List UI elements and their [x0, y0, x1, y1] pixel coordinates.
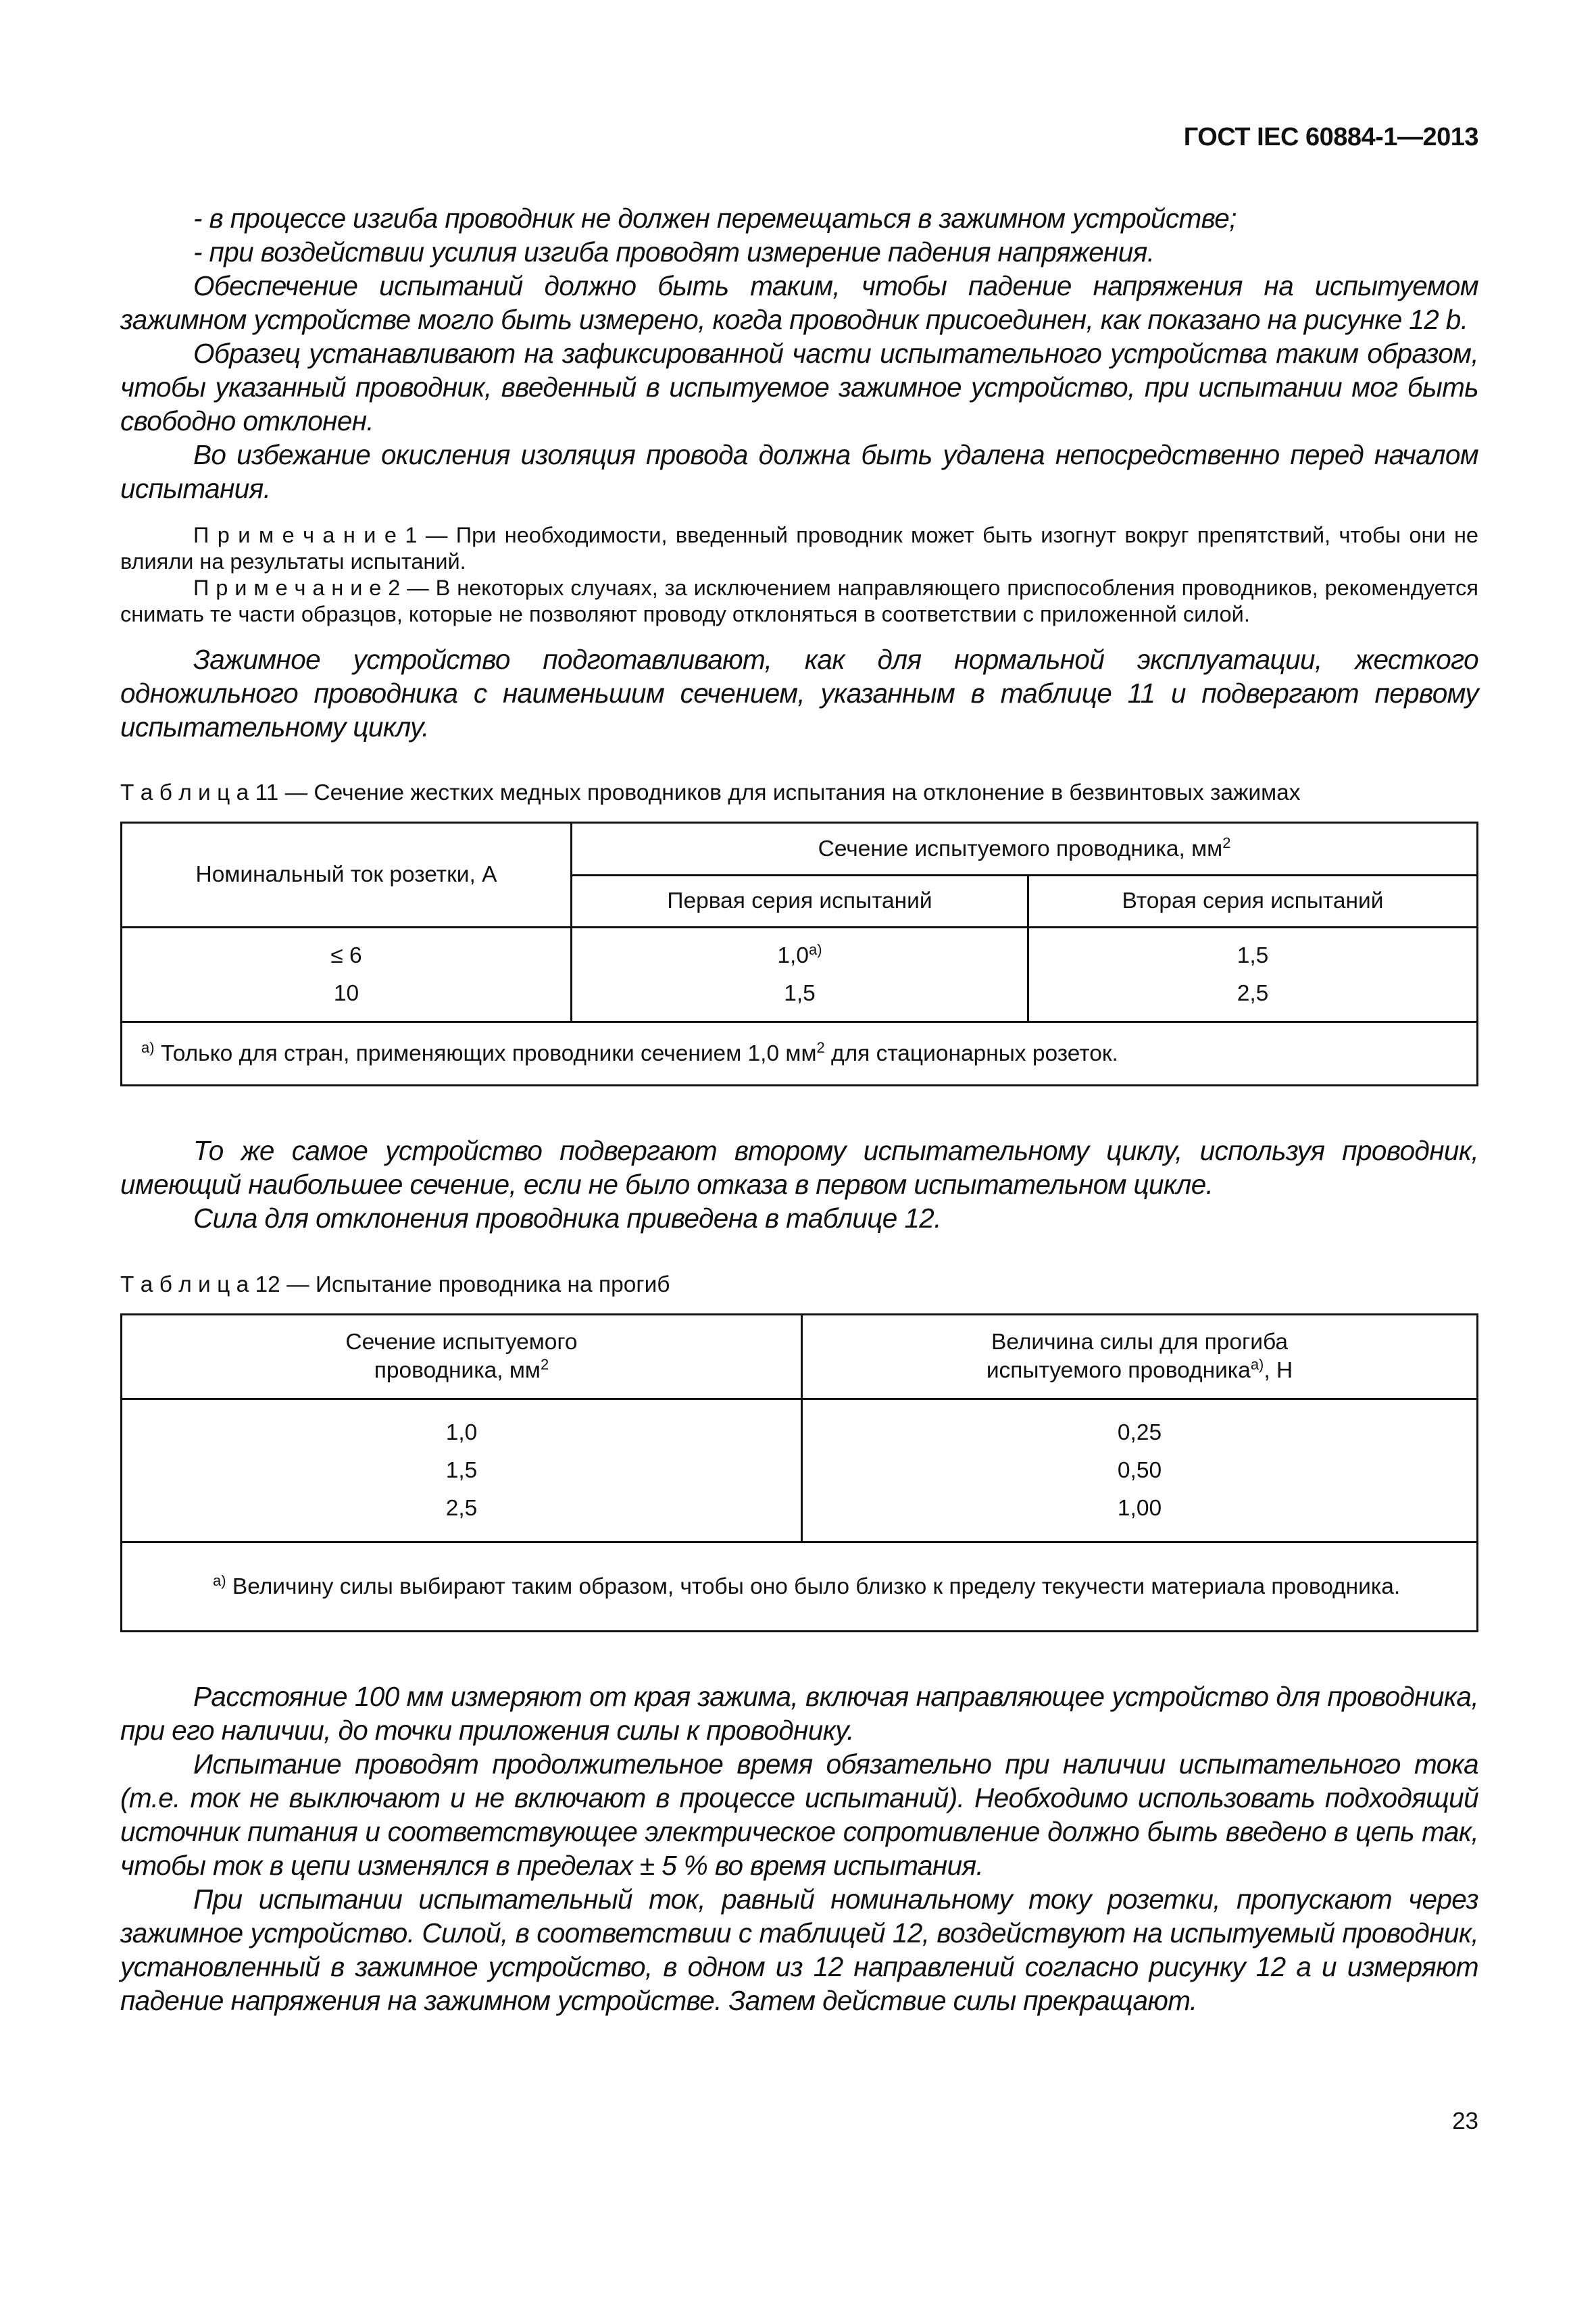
table-11-current-cell — [122, 928, 572, 1022]
table-11-first-cell — [572, 928, 1028, 1022]
paragraph: Во избежание окисления изоляция провода должна быть удалена непосредственно перед началом испытания. — [120, 439, 1478, 504]
table-11-caption — [120, 780, 1478, 807]
paragraph: То же самое устройство подвергают второму испытательному циклу, используя проводник, имеющий наибольшее сечение, если не было отказа в первом испытательном цикле. — [120, 1135, 1478, 1200]
paragraph: Зажимное устройство подготавливают, как для нормальной эксплуатации, жесткого одножильного проводника с наименьшим сечением, указанным в таблице 11 и подвергают первому испытательному циклу. — [120, 644, 1478, 743]
superscript: 2 — [540, 1355, 549, 1373]
table-11-value: 1,5 — [784, 980, 816, 1006]
table-12-value: 0,50 — [1117, 1457, 1162, 1483]
table-12-caption — [120, 1272, 1478, 1299]
paragraph: Обеспечение испытаний должно быть таким, чтобы падение напряжения на испытуемом зажимном устройстве могло быть измерено, когда проводник присоединен, как показано на рисунке 12 b. — [120, 270, 1478, 335]
table-11 — [120, 822, 1478, 1086]
note-2 — [120, 575, 1478, 628]
table-12-value: 1,0 — [445, 1419, 478, 1445]
header-line: Величина силы для прогиба — [991, 1330, 1289, 1355]
table-11-sub2-header: Вторая серия испытаний — [1028, 876, 1478, 928]
caption-label: Т а б л и ц а — [120, 1272, 249, 1297]
table-11-footnote — [122, 1022, 1478, 1086]
table-11-value: 10 — [333, 980, 359, 1006]
table-12-col-section-header — [122, 1315, 802, 1399]
note-label: П р и м е ч а н и е 1 — [193, 523, 418, 547]
superscript: a) — [1250, 1355, 1264, 1373]
table-11-col-current-header: Номинальный ток розетки, А — [122, 823, 572, 928]
table-11-group-header — [572, 823, 1478, 876]
document-header: ГОСТ IEC 60884-1—2013 — [1183, 123, 1478, 151]
header-line: Сечение испытуемого — [345, 1330, 578, 1355]
notes-block — [120, 522, 1478, 628]
table-11-value: 2,5 — [1237, 980, 1269, 1006]
table-11-value: 1,0 — [777, 942, 809, 968]
footnote-text: Только для стран, применяющих проводники сечением 1,0 мм — [154, 1040, 817, 1066]
superscript: 2 — [1222, 834, 1231, 851]
table-11-value: 1,5 — [1237, 942, 1269, 968]
header-unit: , Н — [1264, 1358, 1293, 1383]
note-text: — При необходимости, введенный проводник может быть изогнут вокруг препятствий, чтобы они не влияли на результаты испытаний. — [120, 523, 1478, 574]
table-11-value: ≤ 6 — [330, 942, 362, 968]
table-12-value: 1,00 — [1117, 1495, 1162, 1521]
paragraph: - в процессе изгиба проводник не должен перемещаться в зажимном устройстве; — [193, 203, 1237, 234]
table-12-force-cell — [802, 1399, 1478, 1542]
table-12-value: 1,5 — [445, 1457, 478, 1483]
table-12-value: 0,25 — [1117, 1419, 1162, 1445]
page-number: 23 — [1452, 2108, 1478, 2134]
table-12 — [120, 1313, 1478, 1632]
header-line — [122, 1357, 801, 1385]
superscript: 2 — [816, 1038, 825, 1056]
footnote-mark: a) — [213, 1571, 226, 1589]
page-content — [120, 201, 1478, 2017]
group-header-text: Сечение испытуемого проводника, мм — [818, 836, 1223, 861]
footnote-text: Величину силы выбирают таким образом, чтобы оно было близко к пределу текучести материала проводника. — [226, 1574, 1401, 1599]
table-11-value-row — [572, 937, 1027, 975]
header-line — [803, 1357, 1476, 1385]
paragraph: Сила для отклонения проводника приведена в таблице 12. — [193, 1203, 941, 1234]
table-12-footnote — [122, 1542, 1478, 1632]
header-text: проводника, мм — [374, 1358, 541, 1383]
caption-text: 12 — Испытание проводника на прогиб — [249, 1272, 670, 1297]
table-12-col-force-header — [802, 1315, 1478, 1399]
footnote-mark: a) — [141, 1038, 155, 1056]
note-1 — [120, 522, 1478, 575]
paragraph: При испытании испытательный ток, равный номинальному току розетки, пропускают через зажимное устройство. Силой, в соответствии с таблицей 12, воздействуют на испытуемый проводник, установленный в зажимное устройство, в одном из 12 направлений согласно рисунку 12 a и измеряют падение напряжения на зажимном устройстве. Затем действие силы прекращают. — [120, 1884, 1478, 2016]
table-12-value: 2,5 — [445, 1495, 478, 1521]
caption-label: Т а б л и ц а — [120, 780, 249, 805]
table-11-second-cell — [1028, 928, 1478, 1022]
table-11-sub1-header: Первая серия испытаний — [572, 876, 1028, 928]
paragraph: Образец устанавливают на зафиксированной части испытательного устройства таким образом, чтобы указанный проводник, введенный в испытуемое зажимное устройство, при испытании мог быть свободно отклонен. — [120, 338, 1478, 436]
paragraph: Испытание проводят продолжительное время обязательно при наличии испытательного тока (т.е. ток не выключают и не включают в процессе испытаний). Необходимо использовать подходящий источник питания и соответствующее электрическое сопротивление должно быть введено в цепь так, чтобы ток в цепи изменялся в пределах ± 5 % во время испытания. — [120, 1749, 1478, 1881]
note-text: — В некоторых случаях, за исключением направляющего приспособления проводников, рекомендуется снимать те части образцов, которые не позволяют проводу отклоняться в соответствии с приложенной силой. — [120, 576, 1478, 626]
caption-text: 11 — Сечение жестких медных проводников для испытания на отклонение в безвинтовых зажимах — [249, 780, 1301, 805]
header-text: испытуемого проводника — [986, 1358, 1251, 1383]
footnote-text: для стационарных розеток. — [824, 1040, 1118, 1066]
note-label: П р и м е ч а н и е 2 — [193, 576, 401, 600]
superscript: a) — [809, 940, 822, 958]
table-12-section-cell — [122, 1399, 802, 1542]
paragraph: - при воздействии усилия изгиба проводят измерение падения напряжения. — [193, 236, 1155, 268]
paragraph: Расстояние 100 мм измеряют от края зажима, включая направляющее устройство для проводника, при его наличии, до точки приложения силы к проводнику. — [120, 1681, 1478, 1746]
